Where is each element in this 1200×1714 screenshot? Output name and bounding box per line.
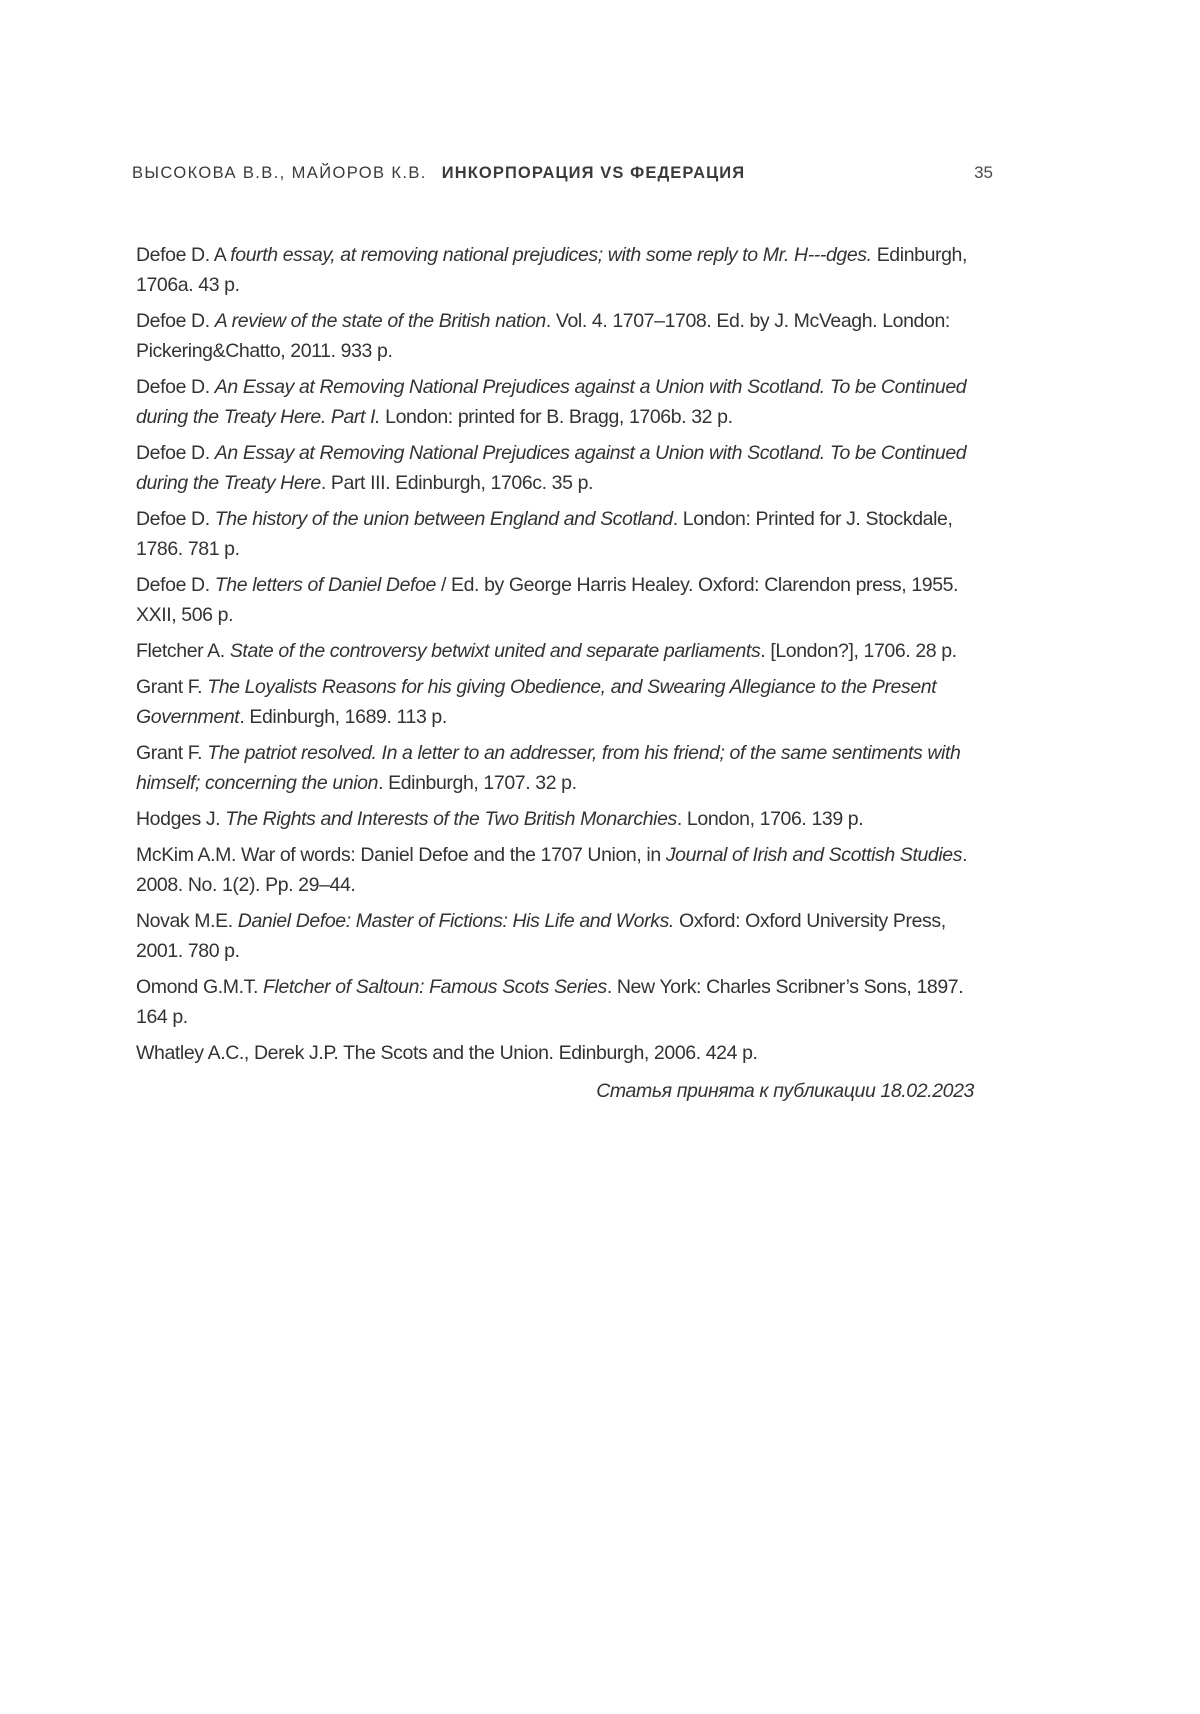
reference-text: Omond G.M.T. (136, 976, 263, 998)
reference-entry (136, 972, 974, 1032)
reference-entry (136, 1038, 974, 1068)
reference-entry (136, 504, 974, 564)
reference-title-italic: The history of the union between England and Scotland (214, 508, 673, 530)
reference-title-italic: Journal of Irish and Scottish Studies (665, 844, 963, 866)
reference-title-italic: The Rights and Interests of the Two British Monarchies (225, 808, 677, 830)
reference-text: . London: Printed for J. Stockdale, 1786. 781 p. (136, 508, 953, 560)
reference-text: Grant F. (136, 676, 208, 698)
reference-title-italic: Fletcher of Saltoun: Famous Scots Series (263, 976, 607, 998)
reference-entry (136, 438, 974, 498)
reference-text: Defoe D. (136, 310, 215, 332)
reference-text: Novak M.E. (136, 910, 238, 932)
reference-entry (136, 906, 974, 966)
reference-entry (136, 570, 974, 630)
reference-entry (136, 306, 974, 366)
reference-title-italic: State of the controversy betwixt united and separate parliaments (229, 640, 761, 662)
reference-entry (136, 240, 974, 300)
reference-entry (136, 738, 974, 798)
reference-text: Defoe D. (136, 574, 215, 596)
reference-entry (136, 840, 974, 900)
reference-entry (136, 672, 974, 732)
reference-text: Grant F. (136, 742, 208, 764)
reference-text: Fletcher A. (136, 640, 230, 662)
reference-entry (136, 372, 974, 432)
page-number: 35 (974, 163, 993, 182)
reference-text: . Part III. Edinburgh, 1706c. 35 p. (320, 472, 594, 494)
reference-title-italic: A review of the state of the British nation (214, 310, 546, 332)
reference-text: . [London?], 1706. 28 p. (760, 640, 957, 662)
reference-text: London: printed for B. Bragg, 1706b. 32 p. (380, 406, 733, 428)
reference-title-italic: Daniel Defoe: Master of Fictions: His Life and Works. (237, 910, 674, 932)
reference-text: Edinburgh, 1706a. 43 p. (136, 244, 968, 296)
reference-text: Whatley A.C., Derek J.P. The Scots and the Union. Edinburgh, 2006. 424 p. (136, 1042, 758, 1064)
reference-text: Defoe D. (136, 376, 215, 398)
reference-text: . London, 1706. 139 p. (676, 808, 864, 830)
reference-title-italic: The patriot resolved. In a letter to an addresser, from his friend; of the same sentiments with himself; concerning the union (136, 742, 961, 794)
reference-title-italic: The Loyalists Reasons for his giving Obedience, and Swearing Allegiance to the Present Government (136, 676, 937, 728)
reference-title-italic: The letters of Daniel Defoe (214, 574, 436, 596)
reference-text: . Edinburgh, 1707. 32 p. (378, 772, 577, 794)
reference-text: Hodges J. (136, 808, 226, 830)
reference-text: / Ed. by George Harris Healey. Oxford: Clarendon press, 1955. XXII, 506 p. (136, 574, 959, 626)
reference-text: . New York: Charles Scribner’s Sons, 1897. 164 p. (136, 976, 964, 1028)
reference-text: Defoe D. A (136, 244, 231, 266)
acceptance-note: Статья принята к публикации 18.02.2023 (596, 1080, 974, 1102)
header-article-title: ИНКОРПОРАЦИЯ VS ФЕДЕРАЦИЯ (441, 164, 746, 182)
reference-title-italic: fourth essay, at removing national prejudices; with some reply to Mr. H---dges. (230, 244, 872, 266)
reference-title-italic: An Essay at Removing National Prejudices against a Union with Scotland. To be Continued during the Treaty Here (136, 442, 967, 494)
references-list (136, 240, 974, 1106)
reference-text: . Vol. 4. 1707–1708. Ed. by J. McVeagh. London: Pickering&Chatto, 2011. 933 p. (136, 310, 950, 362)
reference-text: Defoe D. (136, 508, 215, 530)
reference-text: . Edinburgh, 1689. 113 p. (239, 706, 447, 728)
header-authors: ВЫСОКОВА В.В., МАЙОРОВ К.В. (132, 164, 427, 182)
reference-title-italic: An Essay at Removing National Prejudices against a Union with Scotland. To be Continued during the Treaty Here. Part I. (136, 376, 967, 428)
reference-text: Oxford: Oxford University Press, 2001. 780 p. (136, 910, 946, 962)
reference-text: McKim A.M. War of words: Daniel Defoe and the 1707 Union, in (136, 844, 666, 866)
reference-entry (136, 804, 974, 834)
running-header (132, 163, 993, 183)
reference-text: Defoe D. (136, 442, 215, 464)
reference-text: . 2008. No. 1(2). Pp. 29–44. (136, 844, 968, 896)
reference-entry (136, 636, 974, 666)
